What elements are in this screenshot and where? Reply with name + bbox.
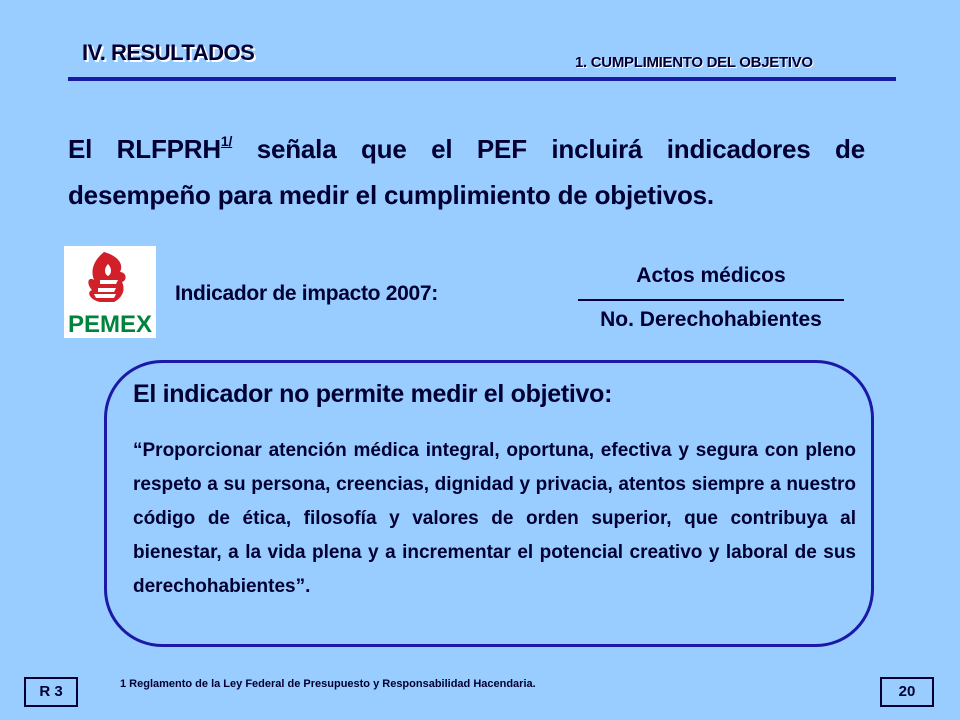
section-subtitle: 1. CUMPLIMIENTO DEL OBJETIVO: [575, 54, 813, 71]
slide-reference-tag: R 3: [24, 677, 78, 707]
footnote: 1 Reglamento de la Ley Federal de Presupuesto y Responsabilidad Hacendaria.: [120, 678, 536, 690]
intro-text-end: señala que el PEF incluirá indicadores de desempeño para medir el cumplimiento de objetivos.: [68, 134, 865, 210]
pemex-logo: [64, 246, 156, 338]
pemex-logo-text: PEMEX: [67, 311, 153, 338]
intro-paragraph: [68, 118, 865, 218]
objective-quote: “Proporcionar atención médica integral, oportuna, efectiva y segura con pleno respeto a su persona, creencias, dignidad y privacia, atentos siempre a nuestro código de ética, filosofía y valores de orden superior, que contribuya al bienestar, a la vida plena y a incrementar el potencial creativo y laboral de sus derechohabientes”.: [133, 440, 856, 597]
indicator-denominator: No. Derechohabientes: [600, 308, 822, 331]
footnote-reference: 1/: [220, 133, 233, 149]
objective-box-title: El indicador no permite medir el objetivo:: [133, 380, 613, 408]
section-title: IV. RESULTADOS: [82, 40, 255, 65]
page-number: 20: [880, 677, 934, 707]
indicator-label: Indicador de impacto 2007:: [175, 282, 438, 305]
indicator-numerator: Actos médicos: [636, 264, 786, 287]
intro-text-start: El RLFPRH: [68, 134, 221, 164]
pemex-eagle-icon: [64, 246, 156, 338]
fraction-divider: [578, 299, 844, 301]
header-divider: [68, 77, 896, 81]
